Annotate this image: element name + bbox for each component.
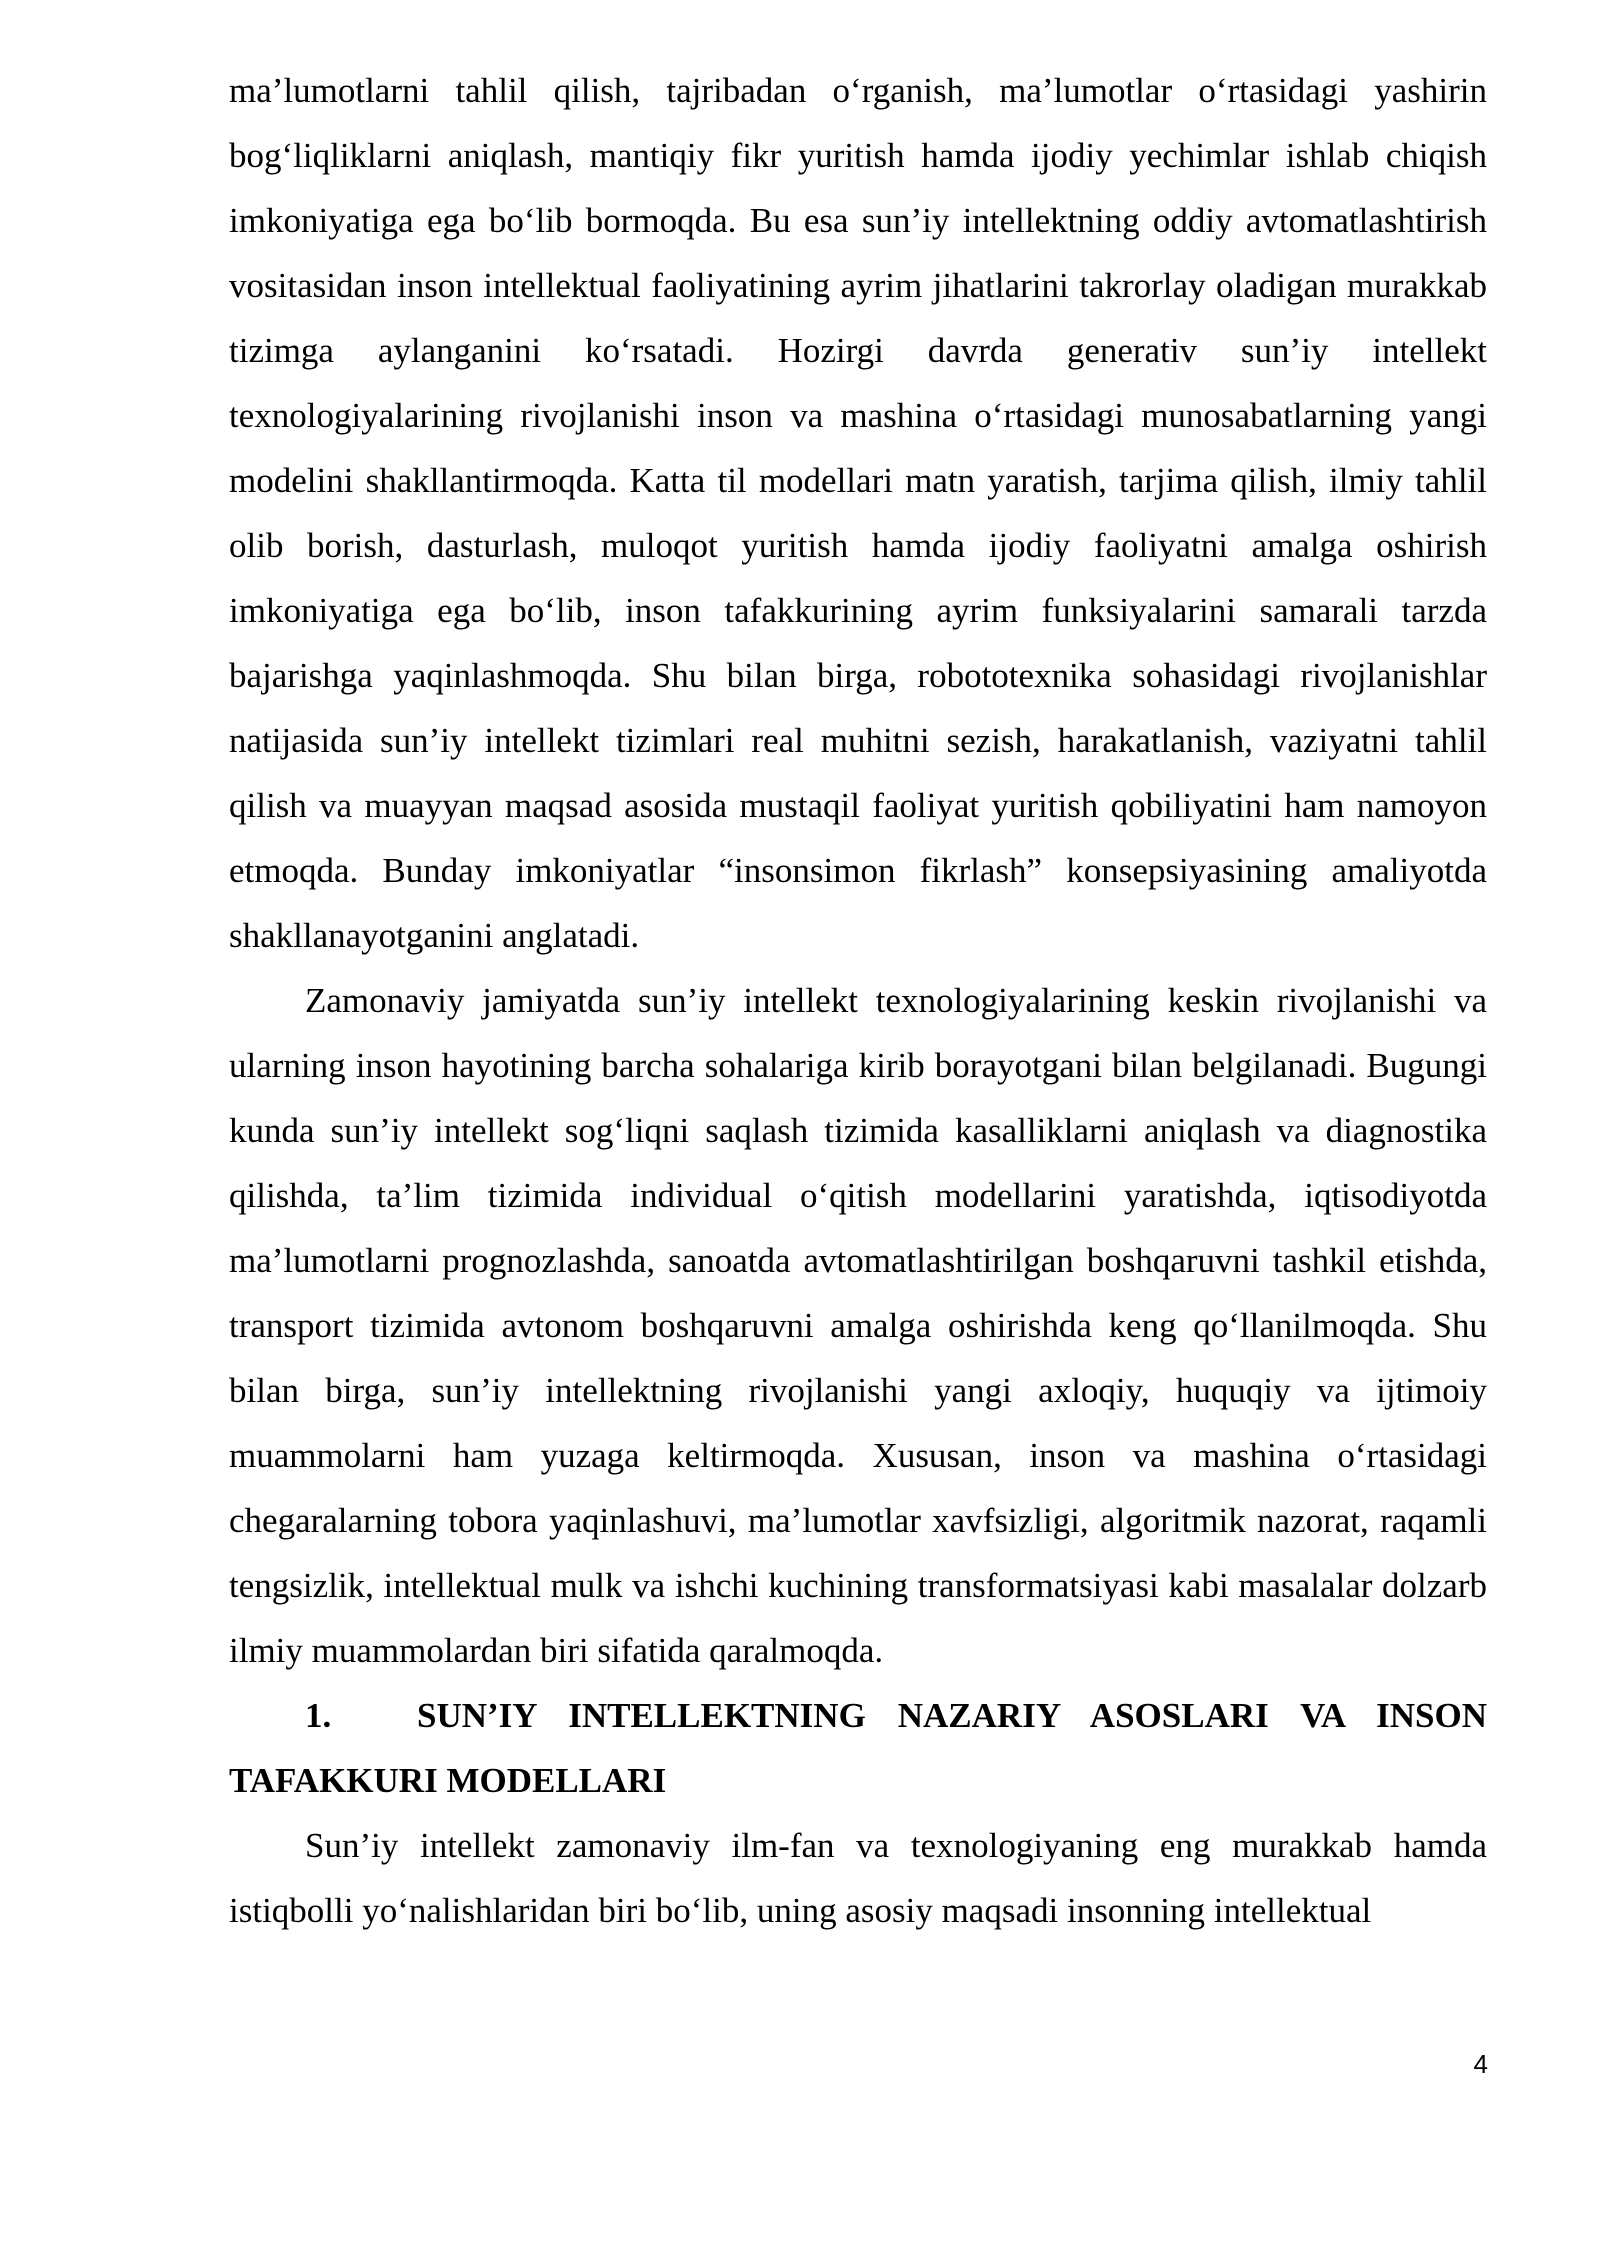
page-body (229, 58, 1487, 1943)
paragraph-modern-society: Zamonaviy jamiyatda sun’iy intellekt texnologiyalarining keskin rivojlanishi va ularning inson hayotining barcha sohalariga kirib borayotgani bilan belgilanadi. Bugungi kunda sun’iy intellekt sog‘liqni saqlash tizimida kasalliklarni aniqlash va diagnostika qilishda, ta’lim tizimida individual o‘qitish modellarini yaratishda, iqtisodiyotda ma’lumotlarni prognozlashda, sanoatda avtomatlashtirilgan boshqaruvni tashkil etishda, transport tizimida avtonom boshqaruvni amalga oshirishda keng qo‘llanilmoqda. Shu bilan birga, sun’iy intellektning rivojlanishi yangi axloqiy, huquqiy va ijtimoiy muammolarni ham yuzaga keltirmoqda. Xususan, inson va mashina o‘rtasidagi chegaralarning tobora yaqinlashuvi, ma’lumotlar xavfsizligi, algoritmik nazorat, raqamli tengsizlik, intellektual mulk va ishchi kuchining transformatsiyasi kabi masalalar dolzarb ilmiy muammolardan biri sifatida qaralmoqda. (229, 981, 1487, 1670)
paragraph-section-intro: Sun’iy intellekt zamonaviy ilm-fan va texnologiyaning eng murakkab hamda istiqbolli yo‘nalishlaridan biri bo‘lib, uning asosiy maqsadi insonning intellektual (229, 1826, 1487, 1930)
section-heading-text: SUN’IY INTELLEKTNING NAZARIY ASOSLARI VA INSON TAFAKKURI MODELLARI (229, 1696, 1487, 1800)
section-heading (229, 1683, 1487, 1813)
section-heading-number: 1. (305, 1696, 332, 1735)
paragraph-continued: ma’lumotlarni tahlil qilish, tajribadan o‘rganish, ma’lumotlar o‘rtasidagi yashirin bog‘liqliklarni aniqlash, mantiqiy fikr yuritish hamda ijodiy yechimlar ishlab chiqish imkoniyatiga ega bo‘lib bormoqda. Bu esa sun’iy intellektning oddiy avtomatlashtirish vositasidan inson intellektual faoliyatining ayrim jihatlarini takrorlay oladigan murakkab tizimga aylanganini ko‘rsatadi. Hozirgi davrda generativ sun’iy intellekt texnologiyalarining rivojlanishi inson va mashina o‘rtasidagi munosabatlarning yangi modelini shakllantirmoqda. Katta til modellari matn yaratish, tarjima qilish, ilmiy tahlil olib borish, dasturlash, muloqot yuritish hamda ijodiy faoliyatni amalga oshirish imkoniyatiga ega bo‘lib, inson tafakkurining ayrim funksiyalarini samarali tarzda bajarishga yaqinlashmoqda. Shu bilan birga, robototexnika sohasidagi rivojlanishlar natijasida sun’iy intellekt tizimlari real muhitni sezish, harakatlanish, vaziyatni tahlil qilish va muayyan maqsad asosida mustaqil faoliyat yuritish qobiliyatini ham namoyon etmoqda. Bunday imkoniyatlar “insonsimon fikrlash” konsepsiyasining amaliyotda shakllanayotganini anglatadi. (229, 71, 1487, 955)
page-number: 4 (1473, 2049, 1488, 2079)
